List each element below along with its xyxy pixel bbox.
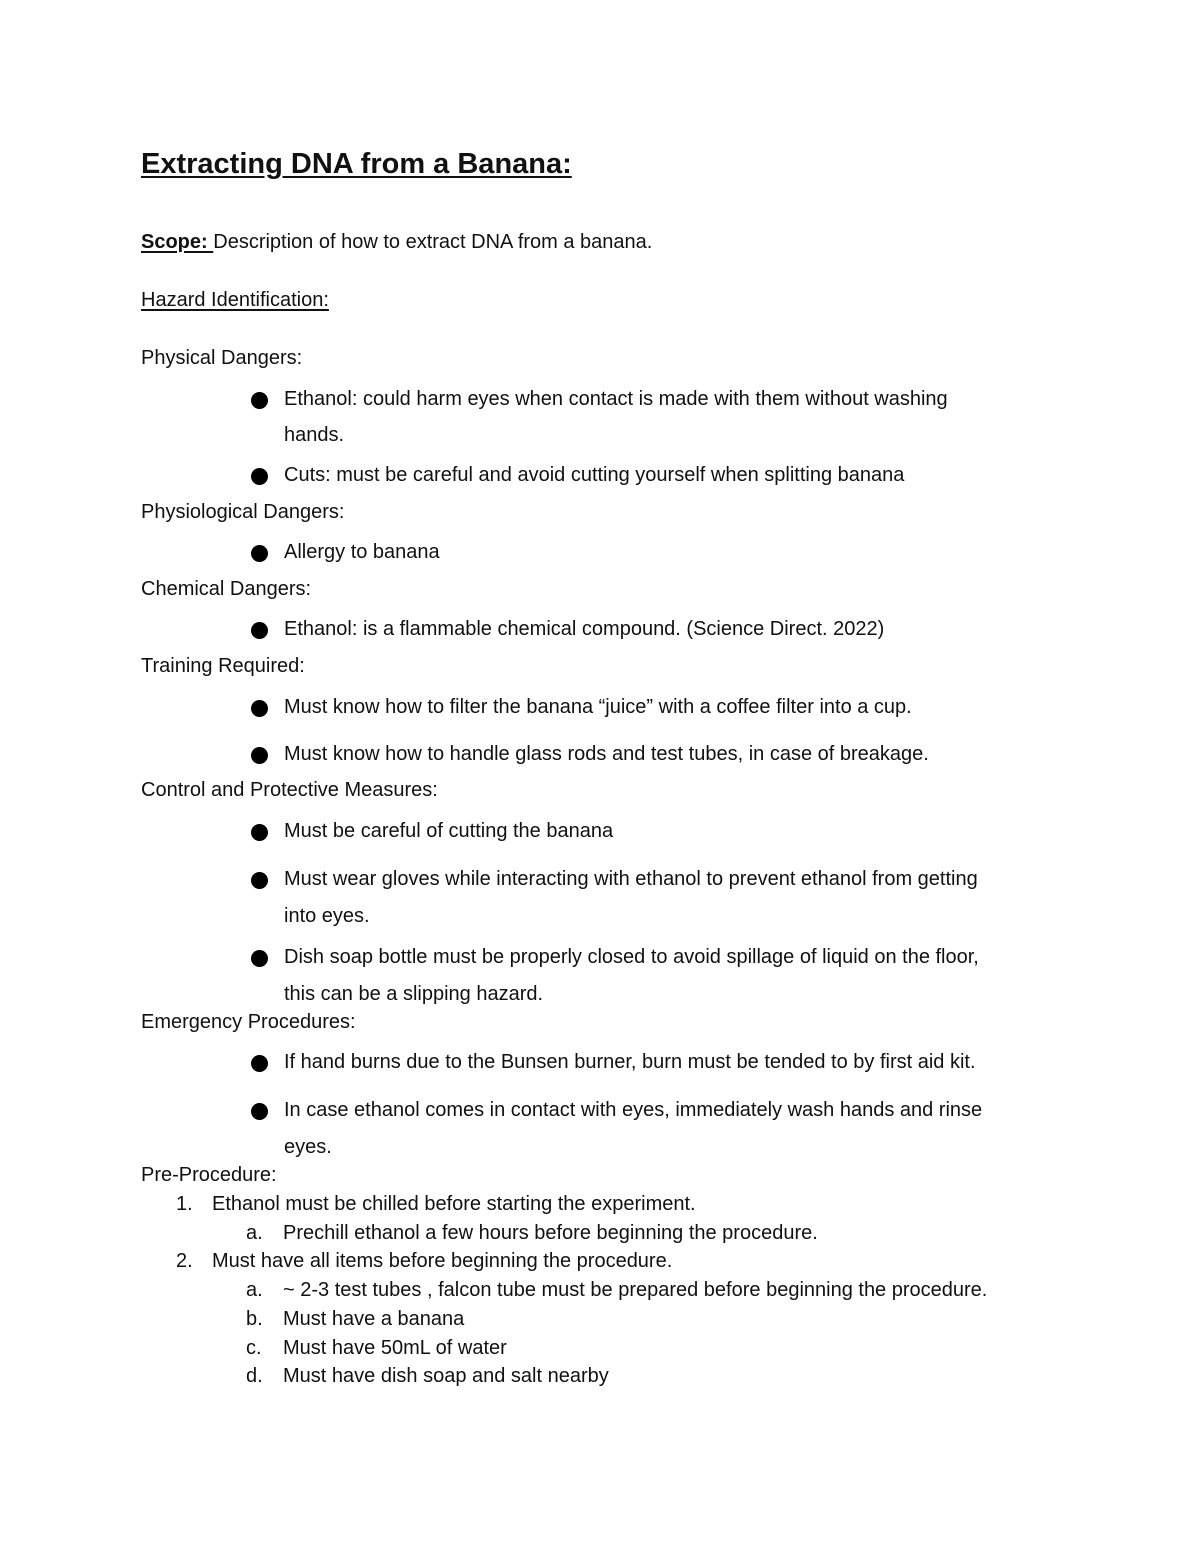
- scope-line: [141, 230, 652, 254]
- substep-letter: d.: [246, 1365, 263, 1387]
- substep-text: Must have a banana: [283, 1308, 465, 1330]
- document-title: Extracting DNA from a Banana:: [141, 148, 572, 180]
- list-item-continuation: this can be a slipping hazard.: [284, 983, 544, 1005]
- bullet-icon: [251, 468, 268, 485]
- list-item-continuation: into eyes.: [284, 905, 370, 927]
- scope-text: Description of how to extract DNA from a banana.: [213, 231, 653, 253]
- scope-label: Scope:: [141, 231, 214, 253]
- step-text: Ethanol must be chilled before starting the experiment.: [212, 1193, 696, 1215]
- step-number: 2.: [176, 1250, 193, 1272]
- substep-letter: c.: [246, 1337, 262, 1359]
- step-number: 1.: [176, 1193, 193, 1215]
- bullet-icon: [251, 700, 268, 717]
- bullet-icon: [251, 392, 268, 409]
- step-text: Must have all items before beginning the procedure.: [212, 1250, 673, 1272]
- bullet-icon: [251, 950, 268, 967]
- substep-letter: a.: [246, 1222, 263, 1244]
- list-item: Allergy to banana: [284, 541, 440, 563]
- list-item: Must know how to handle glass rods and test tubes, in case of breakage.: [284, 743, 929, 765]
- training-required-heading: Training Required:: [141, 655, 305, 677]
- substep-text: ~ 2-3 test tubes , falcon tube must be prepared before beginning the procedure.: [283, 1279, 988, 1301]
- list-item: If hand burns due to the Bunsen burner, burn must be tended to by first aid kit.: [284, 1051, 976, 1073]
- list-item-continuation: hands.: [284, 424, 345, 446]
- list-item-continuation: eyes.: [284, 1136, 332, 1158]
- substep-letter: a.: [246, 1279, 263, 1301]
- chemical-dangers-heading: Chemical Dangers:: [141, 578, 312, 600]
- pre-procedure-heading: Pre-Procedure:: [141, 1164, 277, 1186]
- bullet-icon: [251, 747, 268, 764]
- bullet-icon: [251, 545, 268, 562]
- substep-text: Must have dish soap and salt nearby: [283, 1365, 609, 1387]
- substep-text: Must have 50mL of water: [283, 1337, 507, 1359]
- emergency-procedures-heading: Emergency Procedures:: [141, 1011, 356, 1033]
- control-measures-heading: Control and Protective Measures:: [141, 779, 438, 801]
- list-item: Ethanol: is a flammable chemical compound. (Science Direct. 2022): [284, 618, 885, 640]
- list-item: Must wear gloves while interacting with ethanol to prevent ethanol from getting: [284, 868, 978, 890]
- bullet-icon: [251, 1055, 268, 1072]
- physical-dangers-heading: Physical Dangers:: [141, 347, 303, 369]
- bullet-icon: [251, 872, 268, 889]
- substep-letter: b.: [246, 1308, 263, 1330]
- list-item: Cuts: must be careful and avoid cutting yourself when splitting banana: [284, 464, 905, 486]
- list-item: In case ethanol comes in contact with eyes, immediately wash hands and rinse: [284, 1099, 983, 1121]
- substep-text: Prechill ethanol a few hours before beginning the procedure.: [283, 1222, 818, 1244]
- list-item: Ethanol: could harm eyes when contact is made with them without washing: [284, 388, 948, 410]
- bullet-icon: [251, 622, 268, 639]
- bullet-icon: [251, 1103, 268, 1120]
- physiological-dangers-heading: Physiological Dangers:: [141, 501, 345, 523]
- list-item: Dish soap bottle must be properly closed to avoid spillage of liquid on the floor,: [284, 946, 979, 968]
- list-item: Must know how to filter the banana “juice” with a coffee filter into a cup.: [284, 696, 912, 718]
- bullet-icon: [251, 824, 268, 841]
- list-item: Must be careful of cutting the banana: [284, 820, 614, 842]
- hazard-identification-heading: Hazard Identification:: [141, 289, 329, 311]
